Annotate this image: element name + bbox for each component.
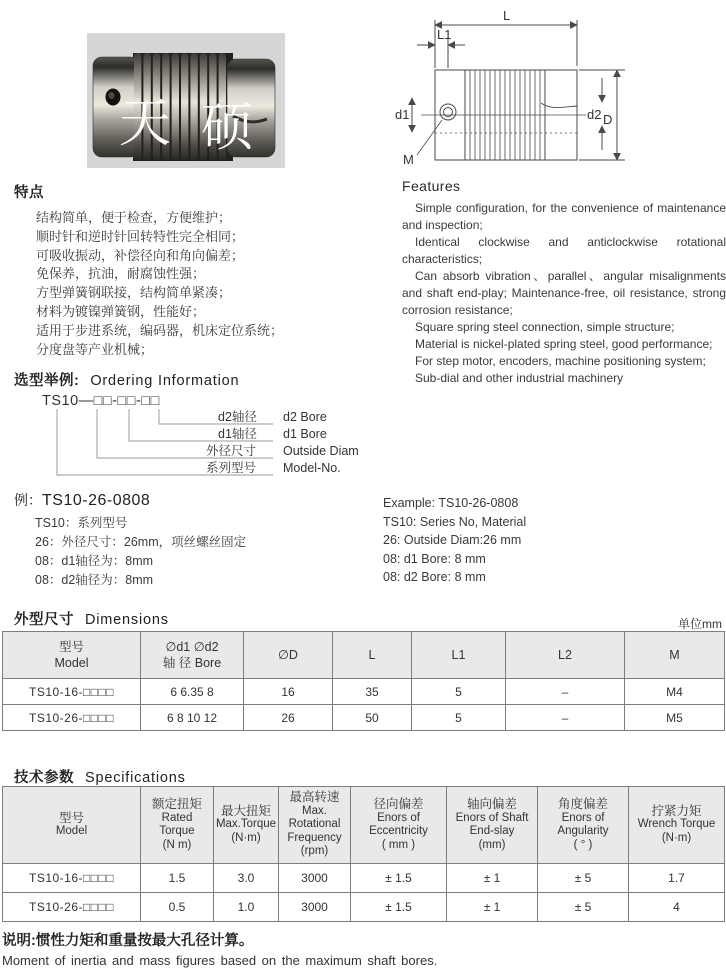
example-cn-line: 08：d2轴径为：8mm bbox=[35, 573, 154, 587]
feature-en-item: For step motor, encoders, machine positioning system; bbox=[415, 354, 706, 368]
example-cn-title bbox=[14, 490, 150, 510]
spec-ecc: ± 1.5 bbox=[351, 893, 447, 922]
ordering-code: TS10—□□-□□-□□ bbox=[42, 393, 160, 409]
dimensions-title-zh: 外型尺寸 bbox=[14, 612, 74, 628]
dim-l: 50 bbox=[333, 705, 412, 731]
table-row bbox=[3, 679, 725, 705]
dim-model: TS10-26-□□□□ bbox=[3, 705, 141, 731]
spec-rated: 1.5 bbox=[141, 864, 214, 893]
label-d2: d2 bbox=[587, 107, 602, 122]
dim-col-bore: ∅d1 ∅d2 轴 径 Bore bbox=[141, 632, 244, 679]
feature-cn-item: 结构简单，便于检查，方便维护； bbox=[36, 210, 232, 225]
ordering-level-en: d2 Bore bbox=[283, 410, 327, 424]
spec-max-torque: 3.0 bbox=[214, 864, 279, 893]
spec-ecc: ± 1.5 bbox=[351, 864, 447, 893]
ordering-diagram bbox=[40, 391, 480, 486]
dimensions-title-en: Dimensions bbox=[85, 612, 169, 628]
dim-col-l1: L1 bbox=[412, 632, 506, 679]
specs-title-zh: 技术参数 bbox=[14, 770, 74, 786]
example-en-line: 26: Outside Diam:26 mm bbox=[383, 533, 522, 548]
feature-en-item: Square spring steel connection, simple structure; bbox=[415, 320, 675, 334]
spec-rated: 0.5 bbox=[141, 893, 214, 922]
spec-wrench: 4 bbox=[629, 893, 725, 922]
example-cn-prefix: 例： bbox=[14, 492, 42, 508]
notes-section bbox=[2, 929, 724, 968]
feature-en-item: Material is nickel-plated spring steel, good performance; bbox=[415, 337, 713, 351]
dim-l: 35 bbox=[333, 679, 412, 705]
feature-cn-item: 方型弹簧钢联接，结构简单紧凑； bbox=[36, 285, 232, 301]
features-cn-title: 特点 bbox=[14, 185, 44, 201]
ordering-title bbox=[14, 369, 239, 390]
dim-d: 16 bbox=[244, 679, 333, 705]
dim-l1: 5 bbox=[412, 705, 506, 731]
features-cn-list bbox=[14, 209, 389, 359]
ordering-title-en: Ordering Information bbox=[90, 373, 240, 389]
features-en-section bbox=[402, 178, 726, 387]
dim-model: TS10-16-□□□□ bbox=[3, 679, 141, 705]
spec-max-torque: 1.0 bbox=[214, 893, 279, 922]
label-M: M bbox=[403, 152, 414, 167]
feature-cn-item: 顺时针和逆时针回转特性完全相同； bbox=[36, 228, 245, 244]
spec-col-rated-torque: 额定扭矩 Rated Torque (N m) bbox=[141, 787, 214, 864]
example-en-line: TS10: Series No, Material bbox=[383, 514, 527, 529]
spec-col-wrench-torque: 拧紧力矩 Wrench Torque (N·m) bbox=[629, 787, 725, 864]
spec-model: TS10-26-□□□□ bbox=[3, 893, 141, 922]
ordering-level-en: Model-No. bbox=[283, 461, 341, 475]
feature-en-item: Identical clockwise and anticlockwise rotational characteristics; bbox=[402, 235, 726, 266]
spec-col-angularity: 角度偏差 Enors of Angularity ( ° ) bbox=[538, 787, 629, 864]
specs-table bbox=[2, 786, 725, 922]
dim-col-l: L bbox=[333, 632, 412, 679]
spec-speed: 3000 bbox=[279, 893, 351, 922]
dim-bore: 6 8 10 12 bbox=[141, 705, 244, 731]
spec-ang: ± 5 bbox=[538, 864, 629, 893]
spec-col-max-speed: 最高转速 Max. Rotational Frequency (rpm) bbox=[279, 787, 351, 864]
example-cn-line: 26：外径尺寸：26mm，项丝螺丝固定 bbox=[35, 535, 247, 549]
spec-ang: ± 5 bbox=[538, 893, 629, 922]
example-en-line: Example: TS10-26-0808 bbox=[383, 496, 519, 510]
dimension-diagram bbox=[393, 6, 718, 174]
spec-col-model: 型号 Model bbox=[3, 787, 141, 864]
dim-m: M5 bbox=[625, 705, 725, 731]
dimensions-title bbox=[14, 608, 169, 629]
feature-en-item: Simple configuration, for the convenience of maintenance and inspection; bbox=[402, 201, 726, 232]
feature-cn-item: 免保养，抗油，耐腐蚀性强； bbox=[36, 266, 206, 282]
spec-end-play: ± 1 bbox=[447, 893, 538, 922]
unit-note: 单位mm bbox=[678, 617, 722, 631]
dim-l1: 5 bbox=[412, 679, 506, 705]
spec-wrench: 1.7 bbox=[629, 864, 725, 893]
dimensions-header-row bbox=[3, 632, 725, 679]
example-cn-line: 08：d1轴径为：8mm bbox=[35, 554, 154, 568]
dim-col-model: 型号 Model bbox=[3, 632, 141, 679]
dim-col-d: ∅D bbox=[244, 632, 333, 679]
spec-model: TS10-16-□□□□ bbox=[3, 864, 141, 893]
table-row bbox=[3, 893, 725, 922]
features-en-title: Features bbox=[402, 178, 461, 194]
product-photo bbox=[87, 33, 285, 168]
spec-speed: 3000 bbox=[279, 864, 351, 893]
feature-cn-item: 材料为镀镍弹簧钢，性能好； bbox=[36, 303, 206, 319]
dim-l2: – bbox=[506, 679, 625, 705]
specs-header-row bbox=[3, 787, 725, 864]
label-L: L bbox=[503, 8, 511, 23]
table-row bbox=[3, 705, 725, 731]
example-cn-code: TS10-26-0808 bbox=[42, 492, 151, 509]
note-en: Moment of inertia and mass figures based on the maximum shaft bores. bbox=[2, 953, 438, 968]
dimensions-table bbox=[2, 631, 725, 731]
feature-en-item: Sub-dial and other industrial machinery bbox=[415, 371, 624, 385]
spec-col-end-play: 轴向偏差 Enors of Shaft End-slay (mm) bbox=[447, 787, 538, 864]
feature-cn-item: 适用于步进系统，编码器，机床定位系统； bbox=[36, 322, 284, 338]
example-cn-line: TS10：系列型号 bbox=[35, 516, 128, 530]
features-cn-section bbox=[14, 181, 389, 359]
dim-bore: 6 6.35 8 bbox=[141, 679, 244, 705]
ordering-level-en: d1 Bore bbox=[283, 427, 327, 441]
specs-title-en: Specifications bbox=[85, 770, 186, 786]
ordering-title-zh: 选型举例: bbox=[14, 373, 80, 389]
label-d1: d1 bbox=[395, 107, 410, 122]
ordering-level-zh: 外径尺寸 bbox=[206, 444, 257, 458]
example-en-line: 08: d2 Bore: 8 mm bbox=[383, 570, 486, 585]
dim-l2: – bbox=[506, 705, 625, 731]
example-cn-lines bbox=[35, 514, 246, 590]
example-en-line: 08: d1 Bore: 8 mm bbox=[383, 551, 486, 566]
watermark-right: 硕 bbox=[200, 99, 254, 157]
feature-cn-item: 可吸收振动，补偿径向和角向偏差； bbox=[36, 247, 245, 263]
note-zh: 说明:惯性力矩和重量按最大孔径计算。 bbox=[2, 933, 254, 949]
watermark-left: 天 bbox=[118, 95, 172, 153]
ordering-level-zh: 系列型号 bbox=[206, 461, 257, 475]
ordering-level-en: Outside Diam bbox=[283, 444, 359, 458]
table-row bbox=[3, 864, 725, 893]
feature-en-item: Can absorb vibration、parallel、angular misalignments and shaft end-play; Maintenance-free, oil resistance, strong corrosion resistance; bbox=[402, 269, 726, 317]
label-D: D bbox=[603, 112, 613, 127]
label-L1: L1 bbox=[437, 27, 452, 42]
ordering-level-zh: d1轴径 bbox=[218, 427, 257, 441]
ordering-level-zh: d2轴径 bbox=[218, 410, 257, 424]
spec-end-play: ± 1 bbox=[447, 864, 538, 893]
spec-col-max-torque: 最大扭矩 Max.Torque (N·m) bbox=[214, 787, 279, 864]
dim-col-l2: L2 bbox=[506, 632, 625, 679]
features-en-list bbox=[402, 200, 726, 387]
specs-title bbox=[14, 766, 186, 787]
dim-col-m: M bbox=[625, 632, 725, 679]
coupling-photo-graphic bbox=[87, 33, 285, 168]
dim-m: M4 bbox=[625, 679, 725, 705]
dim-d: 26 bbox=[244, 705, 333, 731]
feature-cn-item: 分度盘等产业机械； bbox=[36, 341, 154, 357]
example-en-lines bbox=[383, 494, 526, 587]
spec-col-eccentricity: 径向偏差 Enors of Eccentricity ( mm ) bbox=[351, 787, 447, 864]
